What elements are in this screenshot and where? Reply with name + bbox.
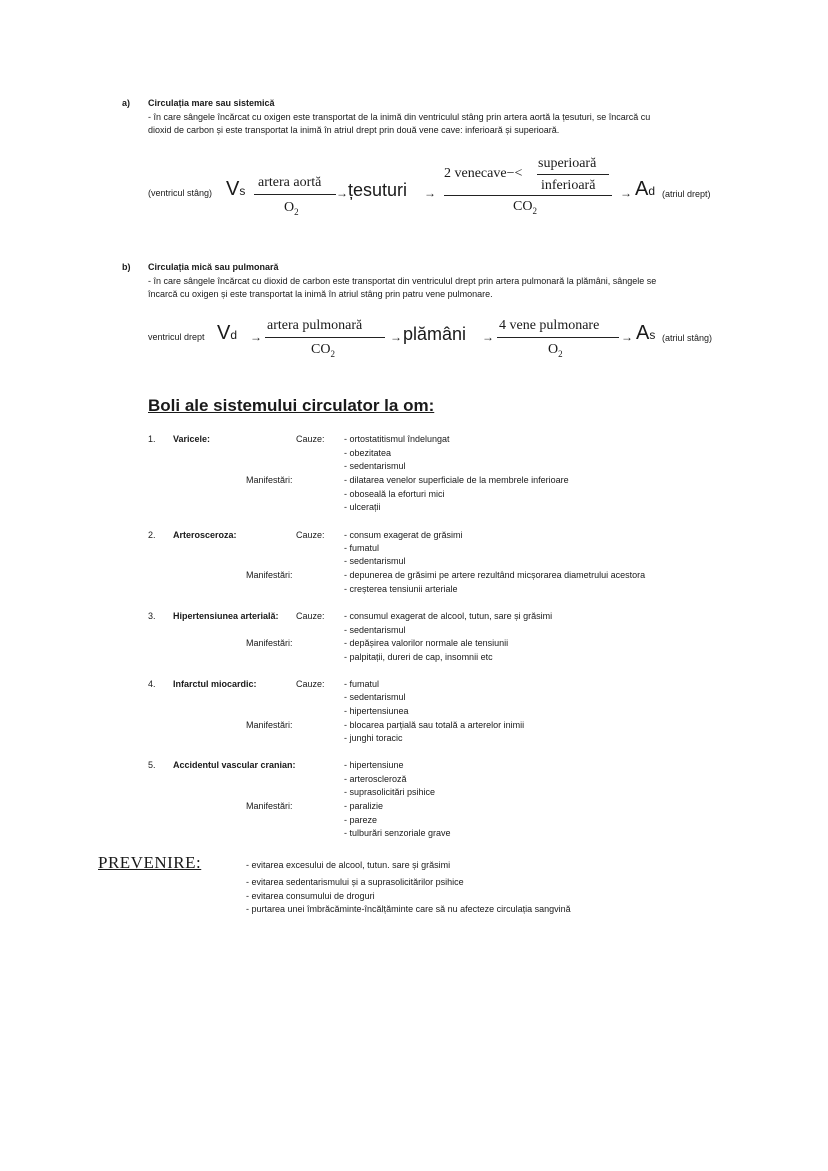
causes-label: Cauze: <box>296 434 325 444</box>
manifestations-label: Manifestări: <box>246 570 293 580</box>
section-a-line-1: - în care sângele încărcat cu oxigen este transportat de la inimă din ventriculul stâng prin artera aortă la țesuturi, se încarcă cu <box>148 112 651 122</box>
arrow-icon: → <box>250 330 262 344</box>
cause-item: - fumatul <box>344 543 380 553</box>
manifestation-item: - palpitații, dureri de cap, insomnii etc <box>344 652 493 662</box>
formula-b-end-symbol: As <box>636 322 656 344</box>
manifestation-item: - pareze <box>344 815 378 825</box>
manifestations-label: Manifestări: <box>246 720 293 730</box>
section-b-letter: b) <box>122 262 131 272</box>
prevention-item: - purtarea unei îmbrăcăminte-încălțăminte care să nu afecteze circulația sangvină <box>246 904 571 914</box>
causes-label: Cauze: <box>296 530 325 540</box>
formula-b-top-2: 4 vene pulmonare <box>499 318 600 333</box>
cause-item: - obezitatea <box>344 448 392 458</box>
diseases-heading: Boli ale sistemului circulator la om: <box>148 396 435 415</box>
formula-a-start-symbol: Vs <box>226 178 246 200</box>
cause-item: - ortostatitismul îndelungat <box>344 434 450 444</box>
section-b-line-2: încarcă cu oxigen și este transportat la inimă în atriul stâng prin patru vene pulmonare. <box>148 289 493 299</box>
disease-number: 2. <box>148 530 156 540</box>
formula-a-bottom-1: $O_2$ <box>284 200 299 217</box>
disease-name: Varicele: <box>173 434 211 444</box>
prevention-item: - evitarea sedentarismului și a suprasolicitărilor psihice <box>246 877 464 887</box>
manifestation-item: - paralizie <box>344 801 384 811</box>
disease-name: Infarctul miocardic: <box>173 679 257 689</box>
formula-a-bar-2 <box>444 195 612 196</box>
formula-a-left-label: (ventricul stâng) <box>148 188 213 198</box>
formula-a-bottom-2: $CO_2$ <box>513 199 537 216</box>
cause-item: - sedentarismul <box>344 625 406 635</box>
disease-name: Accidentul vascular cranian: <box>173 760 296 770</box>
manifestation-item: - creșterea tensiunii arteriale <box>344 584 458 594</box>
formula-b-top-1: artera pulmonară <box>267 318 363 333</box>
formula-b-bar-1 <box>265 337 385 338</box>
prevention-item: - evitarea excesului de alcool, tutun. sare și grăsimi <box>246 860 451 870</box>
disease-number: 1. <box>148 434 156 444</box>
cause-item: - hipertensiune <box>344 760 404 770</box>
manifestation-item: - blocarea parțială sau totală a arterelor inimii <box>344 720 525 730</box>
cause-item: - hipertensiunea <box>344 706 409 716</box>
prevention-item: - evitarea consumului de droguri <box>246 891 375 901</box>
arrow-icon: → <box>424 186 436 200</box>
formula-b-middle: plămâni <box>403 324 467 344</box>
formula-a-end-symbol: Ad <box>635 178 656 200</box>
causes-label: Cauze: <box>296 679 325 689</box>
manifestation-item: - tulburări senzoriale grave <box>344 828 451 838</box>
prevention-heading: PREVENIRE: <box>98 853 202 872</box>
manifestation-item: - dilatarea venelor superficiale de la membrele inferioare <box>344 475 569 485</box>
causes-label: Cauze: <box>296 611 325 621</box>
manifestation-item: - junghi toracic <box>344 733 403 743</box>
manifestation-item: - depunerea de grăsimi pe artere rezultând micșorarea diametrului acestora <box>344 570 646 580</box>
formula-b-bottom-2: $O_2$ <box>548 342 563 359</box>
section-b-title: Circulația mică sau pulmonară <box>148 262 279 272</box>
formula-a-top-2-prefix: 2 venecave−< <box>444 166 523 181</box>
formula-a-right-label: (atriul drept) <box>662 189 711 199</box>
cause-item: - sedentarismul <box>344 692 406 702</box>
cause-item: - consum exagerat de grăsimi <box>344 530 463 540</box>
formula-b-bottom-1: $CO_2$ <box>311 342 335 359</box>
manifestations-label: Manifestări: <box>246 475 293 485</box>
disease-name: Hipertensiunea arterială: <box>173 611 279 621</box>
manifestation-item: - oboseală la eforturi mici <box>344 489 445 499</box>
arrow-icon: → <box>620 186 632 200</box>
section-a-title: Circulația mare sau sistemică <box>148 98 275 108</box>
disease-number: 3. <box>148 611 156 621</box>
section-a-letter: a) <box>122 98 131 108</box>
formula-a-bar-inner <box>537 174 609 175</box>
cause-item: - arteroscleroză <box>344 774 407 784</box>
cause-item: - suprasolicitări psihice <box>344 787 436 797</box>
section-a-line-2: dioxid de carbon și este transportat la inimă în atriul drept prin două vene cave: inferioară și superioară. <box>148 125 560 135</box>
formula-b-start-symbol: Vd <box>217 322 238 344</box>
cause-item: - fumatul <box>344 679 380 689</box>
formula-b-right-label: (atriul stâng) <box>662 333 713 343</box>
formula-a-middle: țesuturi <box>348 180 408 200</box>
arrow-icon: → <box>482 330 494 344</box>
formula-a-top-2-upper: superioară <box>538 156 597 171</box>
formula-a-bar-1 <box>254 194 336 195</box>
formula-a-top-1: artera aortă <box>258 175 322 190</box>
manifestation-item: - depășirea valorilor normale ale tensiunii <box>344 638 509 648</box>
disease-number: 5. <box>148 760 156 770</box>
manifestations-label: Manifestări: <box>246 801 293 811</box>
cause-item: - sedentarismul <box>344 556 406 566</box>
formula-a-top-2-lower: inferioară <box>541 178 596 193</box>
formula-b-left-label: ventricul drept <box>148 332 205 342</box>
arrow-icon: → <box>336 186 348 200</box>
arrow-icon: → <box>621 330 633 344</box>
cause-item: - consumul exagerat de alcool, tutun, sare și grăsimi <box>344 611 553 621</box>
disease-number: 4. <box>148 679 156 689</box>
cause-item: - sedentarismul <box>344 461 406 471</box>
disease-name: Arterosceroza: <box>173 530 237 540</box>
formula-b-bar-2 <box>497 337 619 338</box>
manifestations-label: Manifestări: <box>246 638 293 648</box>
arrow-icon: → <box>390 330 402 344</box>
manifestation-item: - ulcerații <box>344 502 381 512</box>
section-b-line-1: - în care sângele încărcat cu dioxid de carbon este transportat din ventriculul drept prin artera pulmonară la plămâni, sângele se <box>148 276 657 286</box>
